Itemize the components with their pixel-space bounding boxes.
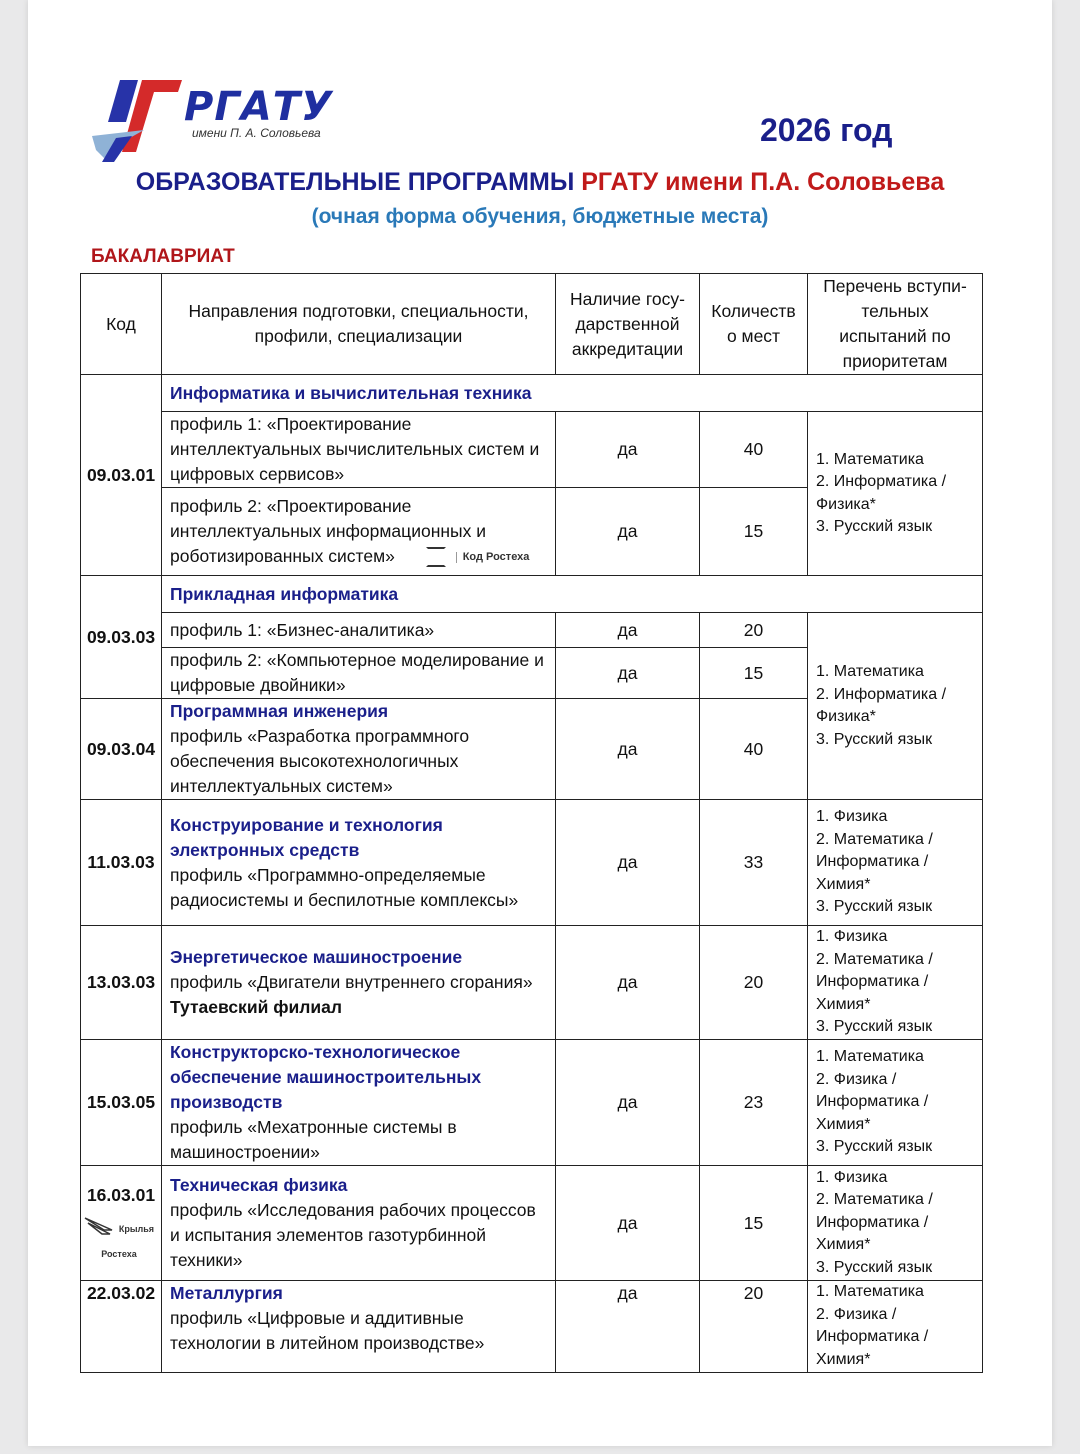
exam-item: 2. Информатика / Физика* [816, 685, 947, 725]
exam-item: 3. Русский язык [816, 1138, 933, 1156]
profile-text: профиль 2: «Компьютерное моделирование и цифровые двойники» [162, 648, 556, 699]
profile-text: профиль «Двигатели внутреннего сгорания» [170, 972, 533, 992]
year-label: 2026 год [760, 112, 893, 148]
exam-item: 3. Русский язык [816, 898, 933, 916]
logo-subtitle: имени П. А. Соловьева [192, 126, 321, 140]
profile-text: профиль «Разработка программного обеспечения высокотехнологичных интеллектуальных систем» [170, 726, 470, 796]
profile-text: профиль «Цифровые и аддитивные технологии в литейном производстве» [170, 1308, 485, 1353]
program-description [162, 1040, 556, 1166]
program-code: 15.03.05 [81, 1040, 162, 1166]
program-description [162, 926, 556, 1040]
exam-item: 2. Математика / Информатика / Химия* [816, 1191, 933, 1254]
wings-icon [84, 1216, 114, 1238]
direction-title: Техническая физика [170, 1175, 348, 1195]
table-header-row [81, 274, 983, 375]
header-places: Количеств о мест [700, 274, 808, 375]
places-value: 40 [700, 412, 808, 488]
kod-rosteha-label: Код Ростеха [456, 552, 530, 563]
places-value: 20 [700, 926, 808, 1040]
programs-table [80, 273, 983, 1373]
kod-rosteha-badge [426, 547, 530, 567]
program-description [162, 1281, 556, 1373]
program-code: 16.03.01 [86, 1184, 156, 1205]
direction-title: Информатика и вычислительная техника [162, 375, 983, 412]
bracket-frame-icon [426, 547, 446, 567]
program-code: 11.03.03 [81, 800, 162, 926]
title-part-red: РГАТУ имени П.А. Соловьева [581, 168, 945, 196]
exams-list [808, 1040, 983, 1166]
table-row [81, 1166, 983, 1281]
direction-title: Конструкторско-технологическое обеспечение машиностроительных производств [170, 1042, 482, 1112]
places-value: 20 [700, 613, 808, 648]
krylya-rosteha-label: Крылья Ростеха [101, 1223, 155, 1259]
logo-name: РГАТУ [184, 84, 333, 130]
places-value: 15 [700, 488, 808, 576]
accreditation-value: да [556, 1166, 700, 1281]
profile-text: профиль «Мехатронные системы в машиностроении» [170, 1117, 457, 1162]
exams-list [808, 926, 983, 1040]
exams-list [808, 1281, 983, 1373]
exam-item: 1. Математика [816, 450, 924, 468]
exam-item: 2. Математика / Информатика / Химия* [816, 950, 933, 1013]
exam-item: 1. Математика [816, 663, 924, 680]
profile-text: профиль 1: «Проектирование интеллектуальных вычислительных систем и цифровых сервисов» [162, 412, 556, 488]
university-logo [92, 78, 342, 164]
exam-item: 1. Физика [816, 808, 888, 826]
accreditation-value: да [556, 412, 700, 488]
exams-list [808, 800, 983, 926]
direction-title: Металлургия [170, 1283, 283, 1303]
places-value: 33 [700, 800, 808, 926]
accreditation-value: да [556, 648, 700, 699]
accreditation-value: да [556, 1281, 700, 1373]
accreditation-value: да [556, 1040, 700, 1166]
program-description [162, 699, 556, 800]
table-row [81, 926, 983, 1040]
places-value: 40 [700, 699, 808, 800]
direction-title: Конструирование и технология электронных средств [170, 814, 443, 860]
direction-title: Программная инженерия [170, 701, 389, 721]
page-subtitle: (очная форма обучения, бюджетные места) [311, 205, 769, 228]
header-code: Код [81, 274, 162, 375]
program-code: 09.03.03 [81, 576, 162, 699]
exam-item: 1. Физика [816, 1168, 888, 1186]
krylya-rosteha-badge [81, 1214, 157, 1264]
exam-item: 1. Математика [816, 1048, 924, 1066]
exam-item: 2. Информатика / Физика* [816, 473, 947, 513]
table-row [81, 613, 983, 648]
profile-cell [162, 488, 556, 576]
profile-text: профиль 2: «Проектирование интеллектуальных информационных и роботизированных систем» [170, 496, 486, 566]
exam-item: 3. Русский язык [816, 1258, 933, 1276]
accreditation-value: да [556, 488, 700, 576]
title-part-blue: ОБРАЗОВАТЕЛЬНЫЕ ПРОГРАММЫ [135, 168, 582, 196]
header-accreditation: Наличие госу-дарственной аккредитации [556, 274, 700, 375]
exam-item: 2. Математика / Информатика / Химия* [816, 830, 933, 893]
program-code: 09.03.01 [81, 375, 162, 576]
program-code: 22.03.02 [81, 1281, 162, 1373]
header-exams: Перечень вступи-тельных испытаний по приоритетам [808, 274, 983, 375]
program-code: 13.03.03 [81, 926, 162, 1040]
exam-item: 1. Физика [816, 928, 888, 946]
branch-name: Тутаевский филиал [170, 997, 342, 1017]
table-row [81, 1040, 983, 1166]
exam-item: 2. Физика / Информатика / Химия* [816, 1305, 929, 1368]
exam-item: 3. Русский язык [816, 730, 933, 748]
table-row [81, 375, 983, 412]
profile-text: профиль 1: «Бизнес-аналитика» [162, 613, 556, 648]
accreditation-value: да [556, 699, 700, 800]
direction-title: Энергетическое машиностроение [170, 947, 463, 967]
exams-list [808, 1166, 983, 1281]
exam-item: 1. Математика [816, 1283, 924, 1300]
accreditation-value: да [556, 800, 700, 926]
exam-item: 2. Физика / Информатика / Химия* [816, 1070, 929, 1133]
table-row [81, 800, 983, 926]
exams-list [808, 613, 983, 800]
places-value: 15 [700, 648, 808, 699]
header-directions: Направления подготовки, специальности, профили, специализации [162, 274, 556, 375]
page-title [80, 168, 1000, 197]
places-value: 23 [700, 1040, 808, 1166]
program-code: 09.03.04 [81, 699, 162, 800]
accreditation-value: да [556, 926, 700, 1040]
accreditation-value: да [556, 613, 700, 648]
places-value: 15 [700, 1166, 808, 1281]
section-heading: БАКАЛАВРИАТ [91, 246, 235, 267]
program-code-cell [81, 1166, 162, 1281]
exam-item: 3. Русский язык [816, 1018, 933, 1036]
table-row [81, 576, 983, 613]
exam-item: 3. Русский язык [816, 518, 933, 535]
profile-text: профиль «Программно-определяемые радиосистемы и беспилотные комплексы» [170, 864, 519, 910]
direction-title: Прикладная информатика [162, 576, 983, 613]
places-value: 20 [700, 1281, 808, 1373]
table-row [81, 412, 983, 488]
program-description [162, 1166, 556, 1281]
program-description [162, 800, 556, 926]
profile-text: профиль «Исследования рабочих процессов и испытания элементов газотурбинной техники» [170, 1200, 536, 1270]
table-row [81, 1281, 983, 1373]
exams-list [808, 412, 983, 576]
logo-emblem-icon [92, 78, 182, 164]
